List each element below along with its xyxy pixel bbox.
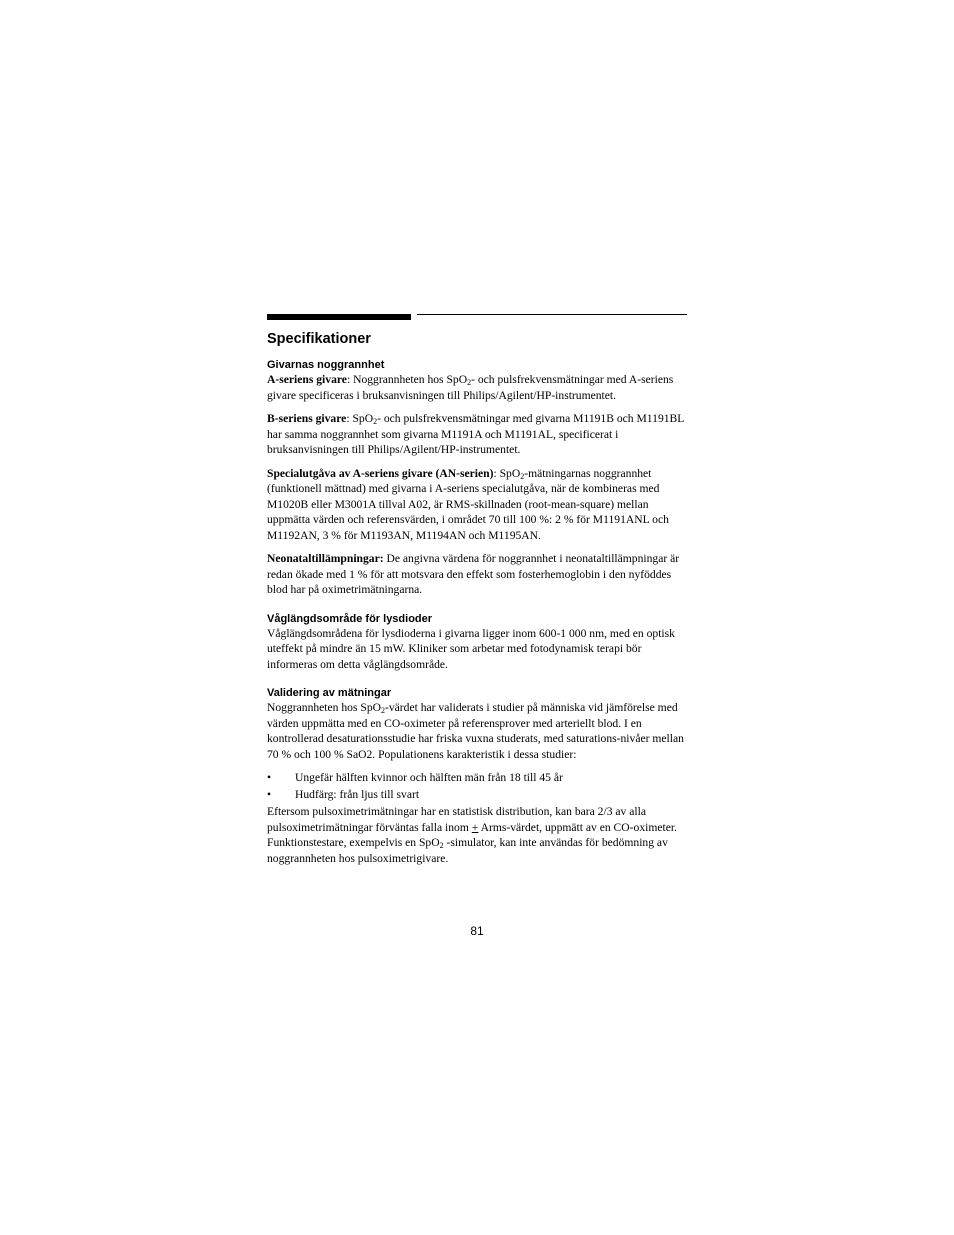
bullet-icon: • [267, 787, 272, 801]
list-item: • Hudfärg: från ljus till svart [267, 787, 420, 801]
page-content [267, 330, 689, 874]
page-number: 81 [470, 924, 484, 938]
paragraph-neonatal: Neonataltillämpningar: De angivna värdena för noggrannhet i neonataltillämpningar är redan ökade med 1 % för att motsvara den effekt som fosterhemoglobin i den nyföddes blod har på oximetrimätningarna. [267, 552, 680, 596]
header-rule-thick [267, 314, 411, 320]
paragraph-statistics: Eftersom pulsoximetrimätningar har en statistisk distribution, kan bara 2/3 av alla pulsoximetrimätningar förväntas falla inom + Arms-värdet, uppmätt av en CO-oximeter. Funktionstestare, exempelvis en SpO$_2$ -simulator, kan inte användas för bedömning av noggrannheten hos pulsoximetrigivare. [267, 805, 677, 865]
paragraph-validation: Noggrannheten hos SpO$_2$-värdet har validerats i studier på människa vid jämförelse med värden uppmätta med en CO-oximeter på referensprover med arteriellt blod. I en kontrollerad desaturationsstudie har friska vuxna studerats, med saturations-nivåer mellan 70 % och 100 % SaO2. Populationens karakteristik i dessa studier: [267, 701, 684, 761]
plus-minus-symbol: + [471, 820, 479, 834]
subsection-title-wavelength: Våglängdsområde för lysdioder [267, 612, 433, 625]
paragraph-an-series: Specialutgåva av A-seriens givare (AN-serien): SpO$_2$-mätningarnas noggrannhet (funktionell mättnad) med givarna i A-seriens specialutgåva, när de kombineras med M1020B eller M3001A tillval A02, är RMS-skillnaden (root-mean-square) mellan uppmätta värden och referensvärden, i området 70 till 100 %: 2 % för M1191ANL och M1192AN, 3 % för M1193AN, M1194AN och M1195AN. [267, 466, 669, 542]
header-rule-thin [417, 314, 687, 315]
paragraph-wavelength: Våglängdsområdena för lysdioderna i givarna ligger inom 600-1 000 nm, med en optisk uteffekt på mindre än 15 mW. Kliniker som arbetar med fotodynamisk terapi bör informeras om detta våglängdsområde. [267, 626, 675, 671]
subsection-title-accuracy: Givarnas noggrannhet [267, 359, 385, 371]
paragraph-a-series: A-seriens givare: Noggrannheten hos SpO$_2$- och pulsfrekvensmätningar med A-seriens givare specificeras i bruksanvisningen till Philips/Agilent/HP-instrumentet. [267, 373, 674, 402]
bullet-icon: • [267, 771, 272, 784]
section-title: Specifikationer [267, 331, 371, 347]
population-list [267, 770, 689, 802]
subsection-title-validation: Validering av mätningar [267, 687, 392, 699]
paragraph-b-series: B-seriens givare: SpO$_2$- och pulsfrekvensmätningar med givarna M1191B och M1191BL har samma noggrannhet som givarna M1191A och M1191AL, specificerat i bruksanvisningen till Philips/Agilent/HP-instrumentet. [267, 412, 684, 456]
list-item: • Ungefär hälften kvinnor och hälften män från 18 till 45 år [267, 771, 563, 784]
